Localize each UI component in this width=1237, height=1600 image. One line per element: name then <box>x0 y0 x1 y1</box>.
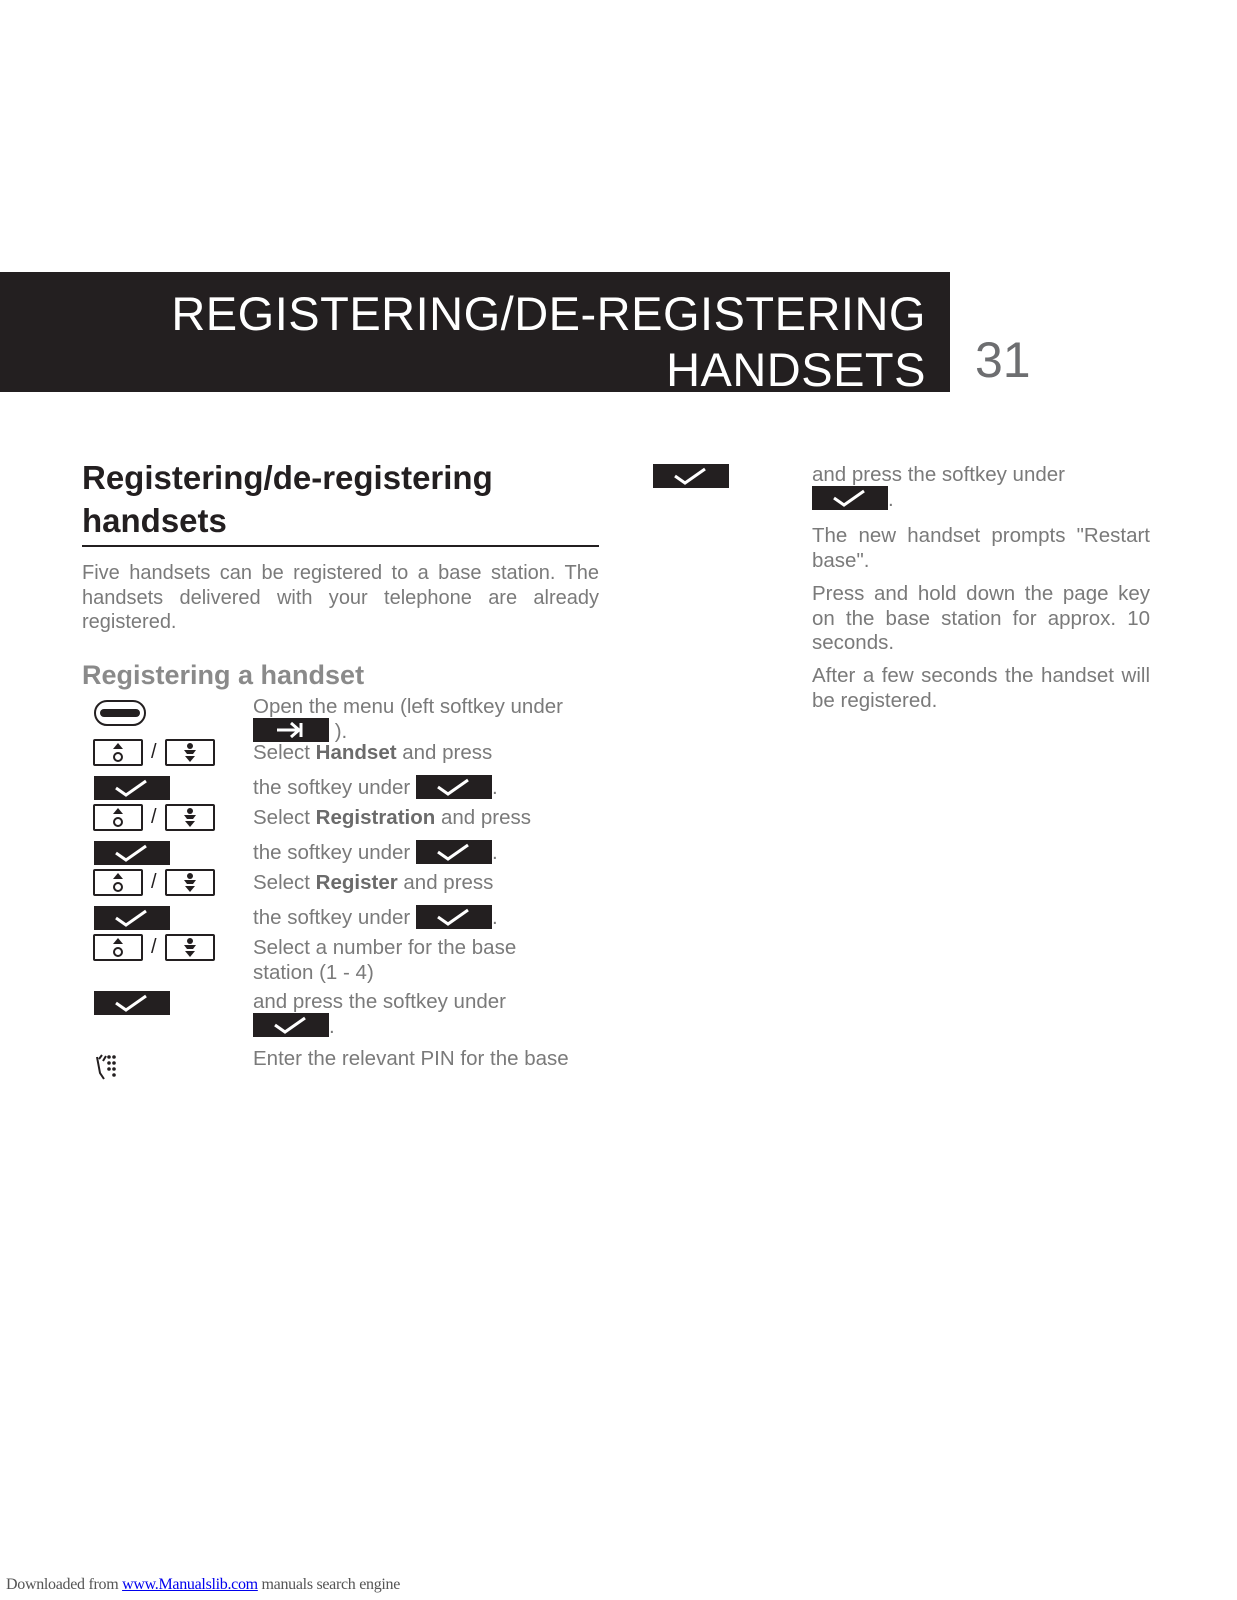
page-number: 31 <box>975 332 1031 388</box>
step-8-line1: Select a number for the base <box>253 936 517 959</box>
step-6-bold: Register <box>315 871 398 894</box>
step-4-post: and press <box>435 806 532 829</box>
nav-down-key-icon <box>165 934 215 961</box>
footer-suffix: manuals search engine <box>257 1576 401 1593</box>
section-heading-line1: Registering/de-registering <box>82 459 493 496</box>
right-step-1-post: . <box>888 487 894 511</box>
step-6-text <box>253 871 598 896</box>
step-10-text: Enter the relevant PIN for the base <box>253 1047 569 1070</box>
enter-arrow-icon <box>253 718 329 742</box>
step-9-post: . <box>329 1014 335 1038</box>
step-9-line1: and press the softkey under <box>253 990 506 1013</box>
ok-inline-icon <box>416 840 492 864</box>
footer <box>6 1576 400 1594</box>
ok-softkey-icon <box>94 991 170 1015</box>
header-band <box>0 272 950 396</box>
ok-softkey-icon <box>94 776 170 800</box>
nav-down-key-icon <box>165 804 215 831</box>
ok-softkey-icon <box>653 464 729 488</box>
step-3-text <box>253 776 598 801</box>
heading-rule <box>82 545 599 547</box>
slash-separator: / <box>151 806 157 828</box>
right-step-1-line1: and press the softkey under <box>812 463 1065 486</box>
step-1-line1: Open the menu (left softkey under <box>253 695 563 718</box>
step-4-text <box>253 806 598 831</box>
step-6-pre: Select <box>253 871 316 894</box>
step-2-text <box>253 741 598 766</box>
right-step-2: The new handset prompts "Restart base". <box>812 524 1150 572</box>
keypad-icon <box>94 1053 118 1088</box>
step-4-bold: Registration <box>315 806 436 829</box>
section-heading <box>82 456 602 542</box>
step-4-pre: Select <box>253 806 316 829</box>
nav-up-key-icon <box>93 804 143 831</box>
right-step-3: Press and hold down the page key on the base station for approx. 10 seconds. <box>812 582 1150 654</box>
ok-softkey-icon <box>94 906 170 930</box>
ok-inline-icon <box>416 775 492 799</box>
ok-inline-icon <box>416 905 492 929</box>
step-1-text <box>253 695 598 744</box>
ok-inline-icon <box>253 1013 329 1037</box>
right-step-1 <box>812 463 1150 512</box>
nav-up-key-icon <box>93 739 143 766</box>
step-3-pre: the softkey under <box>253 776 411 799</box>
step-5-post: . <box>491 841 498 864</box>
step-2-post: and press <box>396 741 493 764</box>
ok-inline-icon <box>812 486 888 510</box>
step-7-pre: the softkey under <box>253 906 411 929</box>
step-7-post: . <box>491 906 498 929</box>
slash-separator: / <box>151 936 157 958</box>
footer-prefix: Downloaded from <box>6 1576 123 1593</box>
intro-paragraph: Five handsets can be registered to a base station. The handsets delivered with your telephone are already registered. <box>82 562 599 633</box>
step-8-text <box>253 936 598 985</box>
slash-separator: / <box>151 741 157 763</box>
step-2-pre: Select <box>253 741 316 764</box>
menu-key-icon <box>94 700 146 726</box>
nav-up-key-icon <box>93 869 143 896</box>
step-6-post: and press <box>397 871 494 894</box>
step-1-suffix: ). <box>334 719 348 743</box>
nav-down-key-icon <box>165 869 215 896</box>
right-step-4: After a few seconds the handset will be registered. <box>812 664 1150 712</box>
ok-softkey-icon <box>94 841 170 865</box>
chapter-title-line1: REGISTERING/DE-REGISTERING <box>171 287 926 340</box>
step-2-bold: Handset <box>315 741 397 764</box>
step-5-pre: the softkey under <box>253 841 411 864</box>
section-heading-line2: handsets <box>82 502 227 539</box>
nav-down-key-icon <box>165 739 215 766</box>
step-3-post: . <box>491 776 498 799</box>
step-8-line2: station (1 - 4) <box>253 960 374 984</box>
nav-up-key-icon <box>93 934 143 961</box>
subheading: Registering a handset <box>82 660 365 690</box>
step-9-text <box>253 990 598 1039</box>
chapter-title-line2: HANDSETS <box>666 343 926 396</box>
slash-separator: / <box>151 871 157 893</box>
step-7-text <box>253 906 598 931</box>
footer-link[interactable]: www.Manualslib.com <box>122 1576 258 1593</box>
step-5-text <box>253 841 598 866</box>
